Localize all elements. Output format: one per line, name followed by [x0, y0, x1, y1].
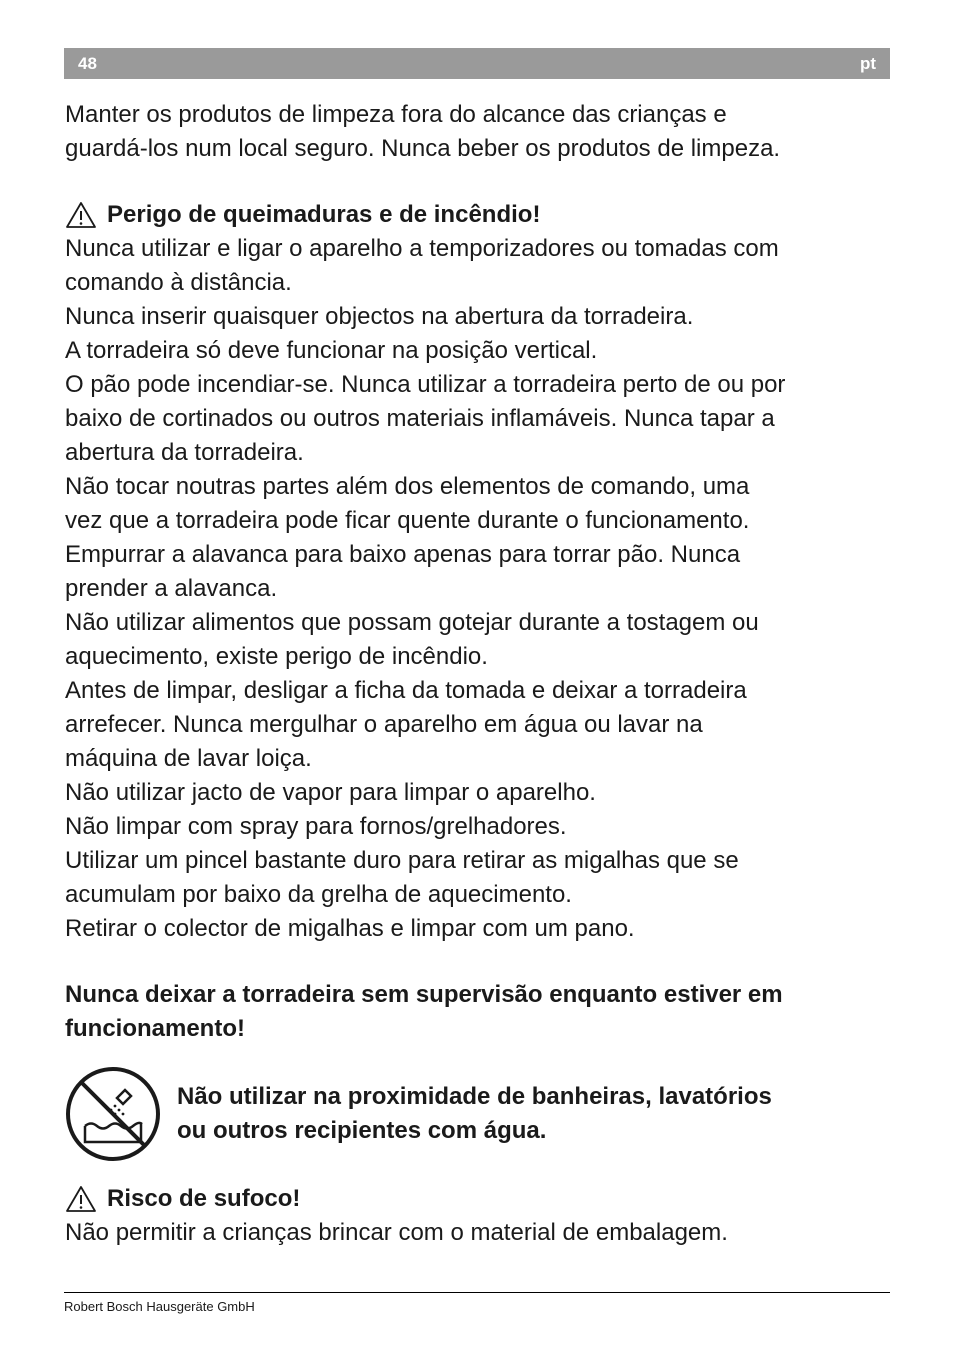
text-line: Manter os produtos de limpeza fora do alcance das crianças e	[65, 101, 727, 128]
text-line: Não utilizar jacto de vapor para limpar o aparelho.	[65, 779, 596, 806]
no-water-icon	[65, 1066, 161, 1162]
text-line: Não utilizar alimentos que possam gotejar durante a tostagem ou	[65, 609, 759, 636]
page-body	[65, 98, 890, 1250]
text-line: Não tocar noutras partes além dos elementos de comando, uma	[65, 473, 750, 500]
suffocation-warning-title: Risco de sufoco!	[107, 1185, 301, 1212]
text-line: vez que a torradeira pode ficar quente durante o funcionamento.	[65, 507, 750, 534]
text-line: funcionamento!	[65, 1015, 245, 1042]
page-number: 48	[78, 54, 97, 73]
text-line: guardá-los num local seguro. Nunca beber os produtos de limpeza.	[65, 135, 781, 162]
fire-warning-text	[65, 232, 890, 946]
text-line: Nunca inserir quaisquer objectos na abertura da torradeira.	[65, 303, 694, 330]
text-line: Não limpar com spray para fornos/grelhadores.	[65, 813, 567, 840]
text-line: prender a alavanca.	[65, 575, 278, 602]
water-notice	[65, 1066, 890, 1162]
suffocation-warning-heading	[65, 1182, 890, 1216]
text-line: O pão pode incendiar-se. Nunca utilizar a torradeira perto de ou por	[65, 371, 786, 398]
page-header-bar	[64, 48, 890, 79]
text-line: acumulam por baixo da grelha de aquecimento.	[65, 881, 572, 908]
footer-divider	[64, 1292, 890, 1293]
text-line: Não utilizar na proximidade de banheiras, lavatórios	[177, 1083, 772, 1110]
text-line: arrefecer. Nunca mergulhar o aparelho em água ou lavar na	[65, 711, 703, 738]
warning-triangle-icon	[65, 201, 97, 229]
text-line: Nunca utilizar e ligar o aparelho a temporizadores ou tomadas com	[65, 235, 779, 262]
text-line: aquecimento, existe perigo de incêndio.	[65, 643, 488, 670]
text-line: ou outros recipientes com água.	[177, 1117, 547, 1144]
text-line: Empurrar a alavanca para baixo apenas para torrar pão. Nunca	[65, 541, 741, 568]
text-line: Não permitir a crianças brincar com o material de embalagem.	[65, 1219, 728, 1246]
text-line: Antes de limpar, desligar a ficha da tomada e deixar a torradeira	[65, 677, 747, 704]
text-line: Nunca deixar a torradeira sem supervisão enquanto estiver em	[65, 981, 783, 1008]
text-line: Retirar o colector de migalhas e limpar com um pano.	[65, 915, 635, 942]
language-code: pt	[859, 54, 876, 73]
footer-company: Robert Bosch Hausgeräte GmbH	[64, 1299, 255, 1314]
fire-warning-title: Perigo de queimaduras e de incêndio!	[107, 201, 541, 228]
fire-warning-heading	[65, 198, 890, 232]
warning-triangle-icon	[65, 1185, 97, 1213]
text-line: abertura da torradeira.	[65, 439, 304, 466]
text-line: A torradeira só deve funcionar na posição vertical.	[65, 337, 598, 364]
text-line: máquina de lavar loiça.	[65, 745, 312, 772]
text-line: comando à distância.	[65, 269, 292, 296]
text-line: baixo de cortinados ou outros materiais inflamáveis. Nunca tapar a	[65, 405, 775, 432]
intro-paragraph	[65, 98, 890, 166]
supervision-notice	[65, 978, 890, 1046]
text-line: Utilizar um pincel bastante duro para retirar as migalhas que se	[65, 847, 739, 874]
